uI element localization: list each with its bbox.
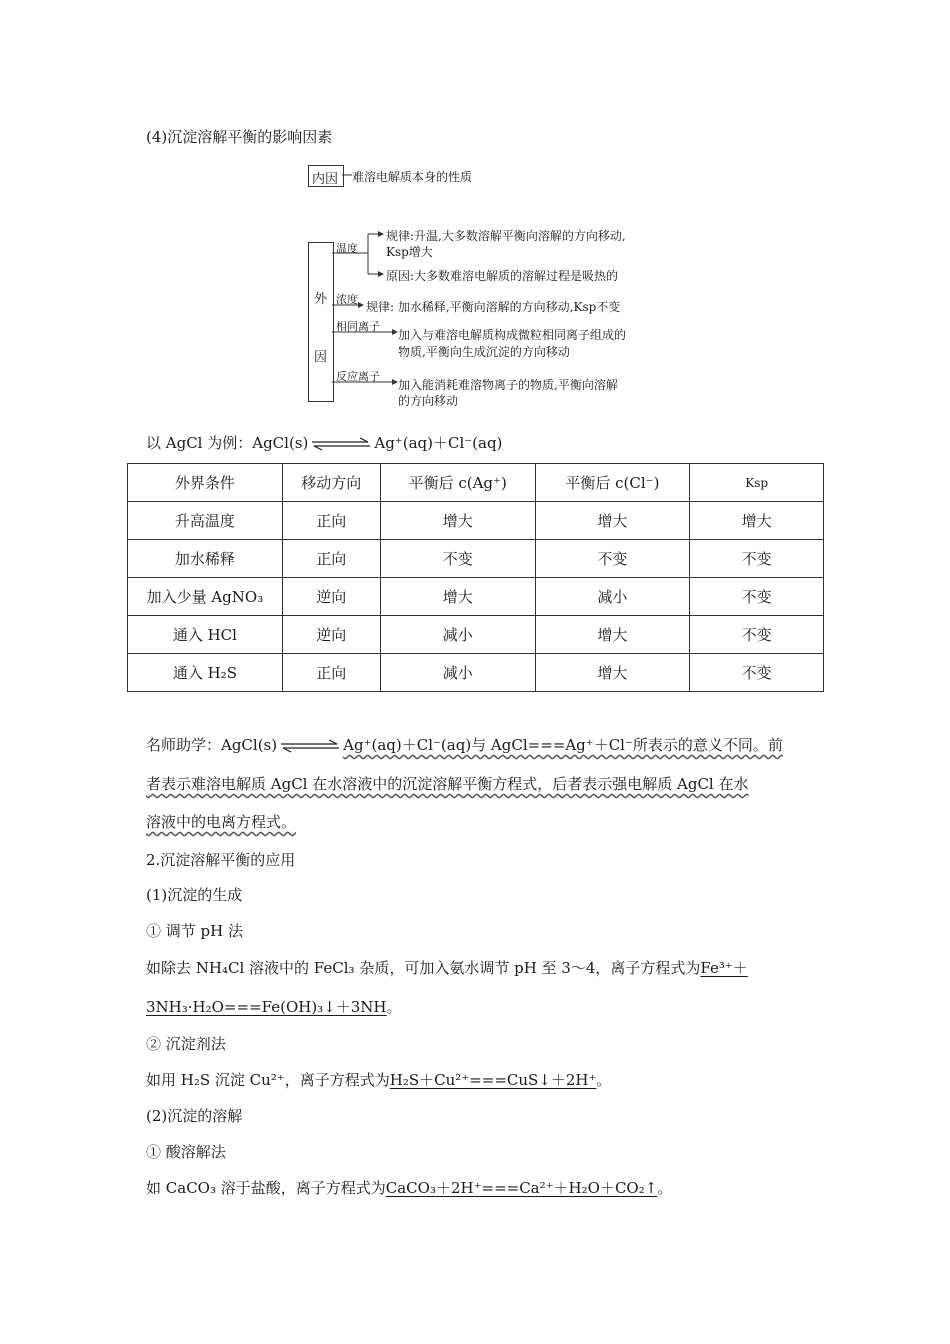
table-cell: 正向 — [282, 502, 380, 540]
table-cell: 加水稀释 — [128, 540, 283, 578]
tip-line1-rest: Ag⁺(aq)＋Cl⁻(aq)与 AgCl===Ag⁺＋Cl⁻所表示的意义不同。前 — [343, 736, 783, 754]
common-ion-line1: 加入与难溶电解质构成微粒相同离子组成的 — [398, 328, 627, 342]
common-ion-label: 相同离子 — [336, 320, 380, 333]
tip-line-2: 者表示难溶电解质 AgCl 在水溶液中的沉淀溶解平衡方程式，后者表示强电解质 AgCl 在水 — [146, 775, 749, 793]
ksp-influence-table — [127, 463, 824, 692]
table-cell: 减小 — [380, 654, 535, 692]
table-cell: 增大 — [535, 616, 690, 654]
temp-rule-line1: 规律:升温,大多数溶解平衡向溶解的方向移动, — [386, 229, 626, 243]
period: 。 — [596, 1071, 612, 1089]
table-cell: 通入 H₂S — [128, 654, 283, 692]
table-cell: 通入 HCl — [128, 616, 283, 654]
table-cell: 增大 — [380, 502, 535, 540]
tip-prefix: 名师助学：AgCl(s) — [146, 736, 278, 754]
subsection-precipitate-formation: (1)沉淀的生成 — [146, 886, 243, 904]
tip-line-1 — [146, 734, 783, 755]
table-cell: 升高温度 — [128, 502, 283, 540]
react-ion-line1: 加入能消耗难溶物离子的物质,平衡向溶解 — [398, 378, 618, 392]
example-suffix: Ag⁺(aq)＋Cl⁻(aq) — [374, 434, 503, 452]
table-cell: 不变 — [690, 616, 824, 654]
ph-example-text: 如除去 NH₄Cl 溶液中的 FeCl₃ 杂质，可加入氨水调节 pH 至 3～4，离子方程式为 — [146, 959, 701, 977]
conc-rule: 规律: 加水稀释,平衡向溶解的方向移动,Ksp不变 — [366, 300, 621, 314]
table-header-cell: Ksp — [690, 464, 824, 502]
period: 。 — [657, 1179, 673, 1197]
table-row — [128, 654, 824, 692]
period: 。 — [386, 998, 402, 1016]
react-ion-line2: 的方向移动 — [398, 394, 459, 408]
table-cell: 不变 — [690, 654, 824, 692]
caco3-text: 如 CaCO₃ 溶于盐酸，离子方程式为 — [146, 1179, 386, 1197]
table-cell: 增大 — [535, 654, 690, 692]
conc-label: 浓度 — [336, 293, 358, 306]
table-cell: 不变 — [380, 540, 535, 578]
ph-example-line-2 — [146, 996, 402, 1017]
method-precipitant: ② 沉淀剂法 — [146, 1035, 226, 1053]
table-header-cell: 移动方向 — [282, 464, 380, 502]
subsection-precipitate-dissolution: (2)沉淀的溶解 — [146, 1107, 243, 1125]
waiyin-char-1: 外 — [314, 292, 328, 307]
h2s-text: 如用 H₂S 沉淀 Cu²⁺，离子方程式为 — [146, 1071, 390, 1089]
table-row — [128, 540, 824, 578]
temp-rule-line2: Ksp增大 — [386, 245, 433, 259]
table-cell: 正向 — [282, 540, 380, 578]
table-cell: 不变 — [690, 578, 824, 616]
table-cell: 增大 — [690, 502, 824, 540]
ph-example-line-1 — [146, 957, 748, 978]
caco3-equation: CaCO₃＋2H⁺===Ca²⁺＋H₂O＋CO₂↑ — [385, 1179, 658, 1197]
table-row — [128, 502, 824, 540]
caco3-example — [146, 1177, 672, 1198]
table-cell: 加入少量 AgNO₃ — [128, 578, 283, 616]
neiyin-label: 内因 — [312, 172, 339, 187]
table-header-row — [128, 464, 824, 502]
table-cell: 增大 — [535, 502, 690, 540]
waiyin-char-2: 因 — [314, 350, 328, 365]
h2s-equation: H₂S＋Cu²⁺===CuS↓＋2H⁺ — [389, 1071, 597, 1089]
ph-equation-part-1: Fe³⁺＋ — [700, 959, 748, 977]
method-ph-adjust: ① 调节 pH 法 — [146, 922, 243, 940]
method-acid-dissolution: ① 酸溶解法 — [146, 1143, 226, 1161]
table-cell: 减小 — [535, 578, 690, 616]
table-header-cell: 平衡后 c(Cl⁻) — [535, 464, 690, 502]
common-ion-line2: 物质,平衡向生成沉淀的方向移动 — [398, 345, 570, 359]
table-row — [128, 578, 824, 616]
heading-influencing-factors: (4)沉淀溶解平衡的影响因素 — [146, 128, 333, 146]
table-row — [128, 616, 824, 654]
react-ion-label: 反应离子 — [336, 370, 380, 383]
table-cell: 不变 — [535, 540, 690, 578]
ph-equation-part-2: 3NH₃·H₂O===Fe(OH)₃↓＋3NH — [146, 998, 387, 1016]
tip-line-3: 溶液中的电离方程式。 — [146, 813, 297, 831]
table-cell: 减小 — [380, 616, 535, 654]
equilibrium-arrow-icon — [310, 437, 372, 451]
table-header-cell: 平衡后 c(Ag⁺) — [380, 464, 535, 502]
influence-factors-diagram — [300, 160, 660, 410]
equilibrium-arrow-icon — [279, 739, 341, 753]
table-cell: 增大 — [380, 578, 535, 616]
example-prefix: 以 AgCl 为例：AgCl(s) — [146, 434, 309, 452]
table-cell: 正向 — [282, 654, 380, 692]
neiyin-text: 难溶电解质本身的性质 — [352, 170, 473, 184]
section-2-heading: 2.沉淀溶解平衡的应用 — [146, 851, 296, 869]
temp-label: 温度 — [336, 242, 358, 255]
table-header-cell: 外界条件 — [128, 464, 283, 502]
table-cell: 逆向 — [282, 578, 380, 616]
table-cell: 逆向 — [282, 616, 380, 654]
h2s-example — [146, 1069, 611, 1090]
table-cell: 不变 — [690, 540, 824, 578]
example-equation — [146, 432, 502, 453]
temp-reason: 原因:大多数难溶电解质的溶解过程是吸热的 — [386, 269, 619, 283]
